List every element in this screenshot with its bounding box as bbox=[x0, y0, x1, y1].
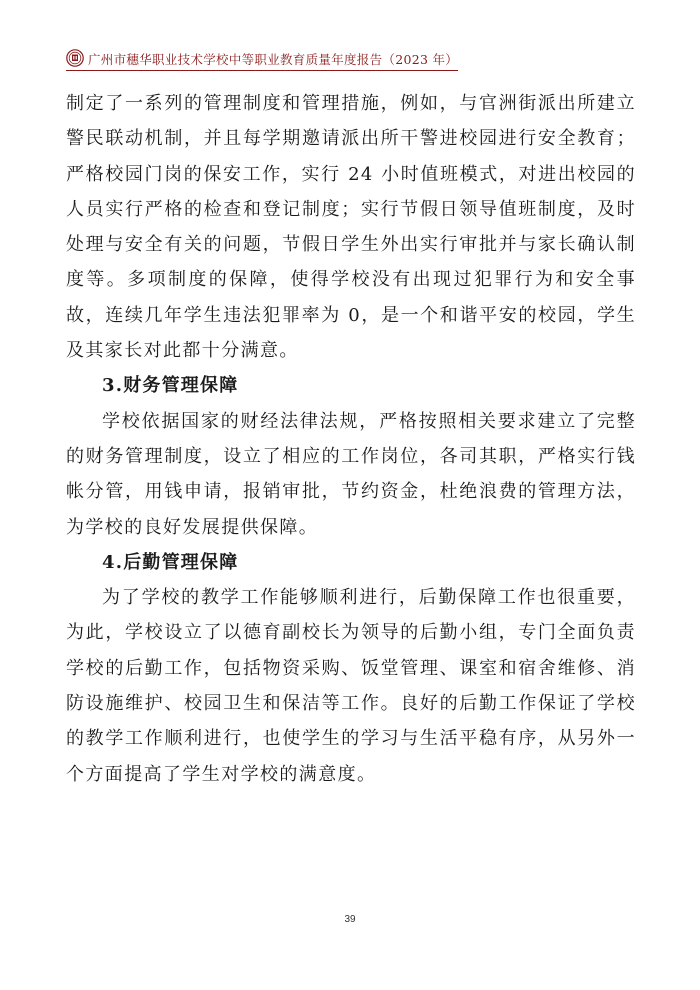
section-heading-logistics: 4.后勤管理保障 bbox=[102, 551, 239, 573]
header-title: 广州市穗华职业技术学校中等职业教育质量年度报告（2023 年） bbox=[88, 52, 459, 67]
paragraph-finance: 学校依据国家的财经法律法规，严格按照相关要求建立了完整的财务管理制度，设立了相应的工作岗位，各司其职，严格实行钱帐分管，用钱申请，报销审批，节约资金，杜绝浪费的管理方法，为学校的良好发展提供保障。 bbox=[66, 410, 636, 538]
paragraph-logistics: 为了学校的教学工作能够顺利进行，后勤保障工作也很重要，为此，学校设立了以德育副校长为领导的后勤小组，专门全面负责学校的后勤工作，包括物资采购、饭堂管理、课室和宿舍维修、消防设施维护、校园卫生和保洁等工作。良好的后勤工作保证了学校的教学工作顺利进行，也使学生的学习与生活平稳有序，从另外一个方面提高了学生对学校的满意度。 bbox=[66, 587, 636, 785]
section-heading-finance: 3.财务管理保障 bbox=[102, 375, 239, 397]
page-number: 39 bbox=[344, 914, 356, 925]
document-body bbox=[66, 86, 636, 792]
school-seal-icon bbox=[66, 49, 84, 67]
page-header bbox=[66, 48, 458, 71]
paragraph-safety-measures: 制定了一系列的管理制度和管理措施，例如，与官洲街派出所建立警民联动机制，并且每学期邀请派出所干警进校园进行安全教育；严格校园门岗的保安工作，实行 24 小时值班模式，对进出校园的人员实行严格的检查和登记制度；实行节假日领导值班制度，及时处理与安全有关的问题，节假日学生外出实行审批并与家长确认制度等。多项制度的保障，使得学校没有出现过犯罪行为和安全事故，连续几年学生违法犯罪率为 0，是一个和谐平安的校园，学生及其家长对此都十分满意。 bbox=[66, 93, 636, 362]
